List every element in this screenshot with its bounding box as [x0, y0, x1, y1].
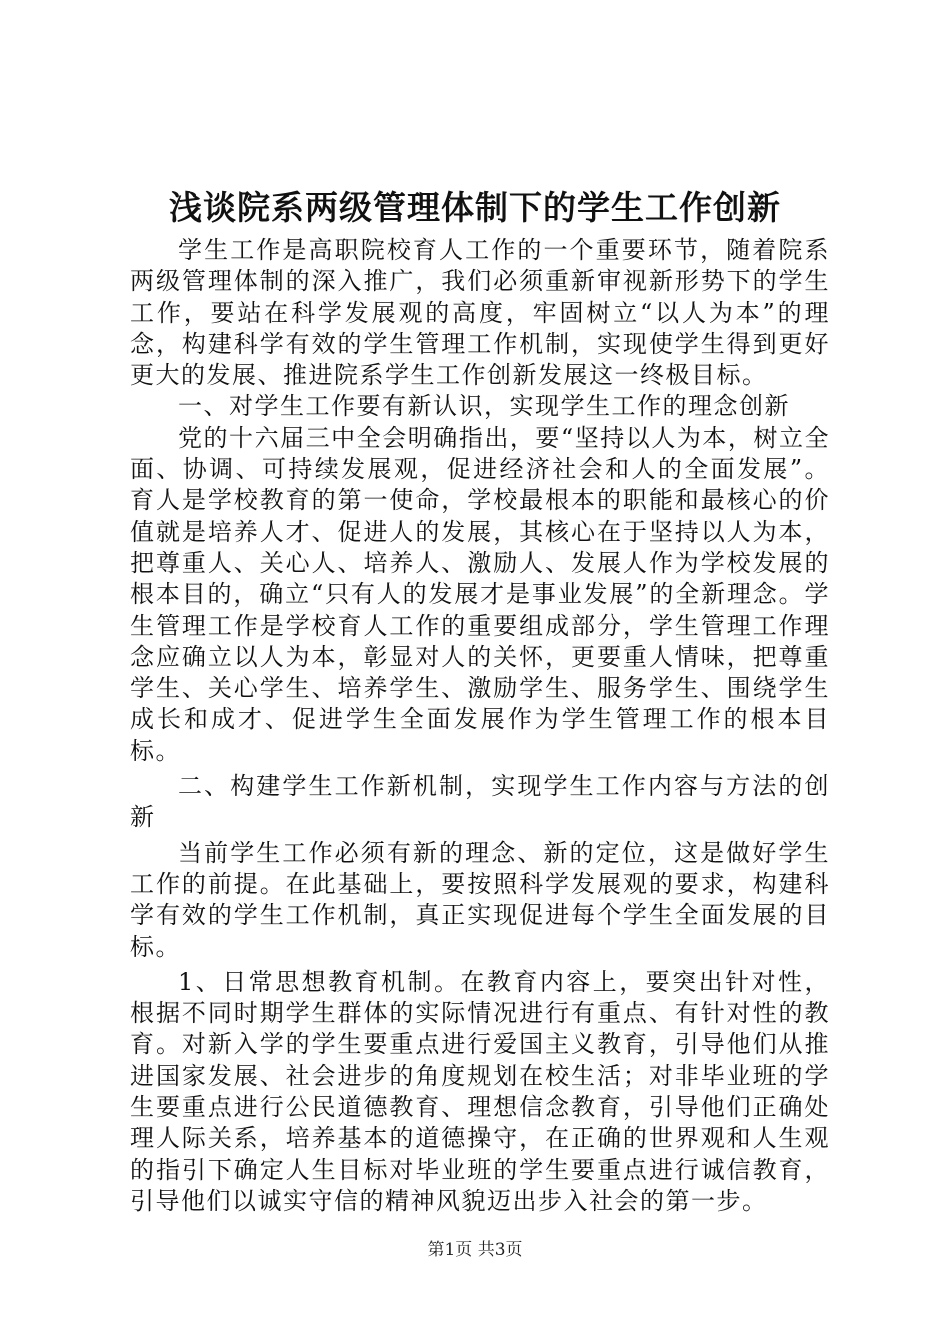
document-body: [130, 235, 830, 1217]
section-heading-2: 二、构建学生工作新机制，实现学生工作内容与方法的创新: [130, 772, 830, 832]
item-1-paragraph: 1、日常思想教育机制。在教育内容上，要突出针对性，根据不同时期学生群体的实际情况进行有重点、有针对性的教育。对新入学的学生要重点进行爱国主义教育，引导他们从推进国家发展、社会进步的角度规划在校生活；对非毕业班的学生要重点进行公民道德教育、理想信念教育，引导他们正确处理人际关系，培养基本的道德操守，在正确的世界观和人生观的指引下确定人生目标对毕业班的学生要重点进行诚信教育，引导他们以诚实守信的精神风貌迈出步入社会的第一步。: [130, 967, 830, 1215]
page-number: 第1页 共3页: [427, 1240, 523, 1260]
section-1-paragraph: 党的十六届三中全会明确指出，要“坚持以人为本，树立全面、协调、可持续发展观，促进经济社会和人的全面发展”。育人是学校教育的第一使命，学校最根本的职能和最核心的价值就是培养人才、促进人的发展，其核心在于坚持以人为本，把尊重人、关心人、培养人、激励人、发展人作为学校发展的根本目的，确立“只有人的发展才是事业发展”的全新理念。学生管理工作是学校育人工作的重要组成部分，学生管理工作理念应确立以人为本，彰显对人的关怀，更要重人情味，把尊重学生、关心学生、培养学生、激励学生、服务学生、围绕学生成长和成才、促进学生全面发展作为学生管理工作的根本目标。: [130, 423, 830, 765]
section-heading-1: 一、对学生工作要有新认识，实现学生工作的理念创新: [178, 392, 790, 421]
intro-paragraph: 学生工作是高职院校育人工作的一个重要环节，随着院系两级管理体制的深入推广，我们必须重新审视新形势下的学生工作，要站在科学发展观的高度，牢固树立“以人为本”的理念，构建科学有效的学生管理工作机制，实现使学生得到更好更大的发展、推进院系学生工作创新发展这一终极目标。: [130, 236, 830, 390]
section-2-paragraph: 当前学生工作必须有新的理念、新的定位，这是做好学生工作的前提。在此基础上，要按照科学发展观的要求，构建科学有效的学生工作机制，真正实现促进每个学生全面发展的目标。: [130, 838, 830, 961]
document-title: 浅谈院系两级管理体制下的学生工作创新: [169, 188, 781, 227]
